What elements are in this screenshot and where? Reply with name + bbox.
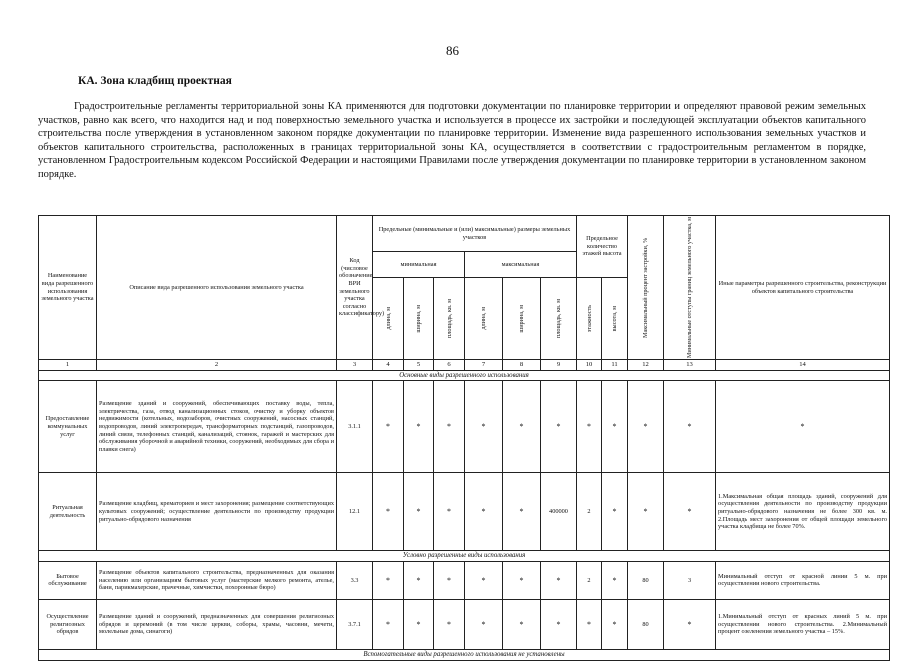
header-min-setback: Минимальные отступы границ земельного участка, м (686, 217, 694, 359)
row-value: * (664, 381, 716, 473)
row-value: * (602, 381, 628, 473)
row-value: * (602, 473, 628, 551)
column-number: 14 (716, 360, 890, 371)
row-value: * (434, 561, 465, 599)
row-value: * (465, 473, 503, 551)
header-height: высота, м (611, 306, 618, 332)
section-main-heading: Основные виды разрешенного использования (39, 370, 890, 381)
column-number: 1 (39, 360, 97, 371)
row-value: * (434, 381, 465, 473)
row-value: * (664, 599, 716, 649)
row-code: 3.1.1 (337, 381, 373, 473)
row-code: 3.7.1 (337, 599, 373, 649)
row-value: * (541, 381, 577, 473)
row-value: * (577, 381, 602, 473)
column-number: 7 (465, 360, 503, 371)
row-value: * (503, 599, 541, 649)
zone-heading: КА. Зона кладбищ проектная (78, 75, 232, 87)
table-row (39, 473, 890, 551)
row-value: * (434, 473, 465, 551)
header-floors: этажность (585, 305, 593, 333)
section-conditional-heading: Условно разрешенные виды использования (39, 551, 890, 562)
row-description: Размещение зданий и сооружений, обеспечивающих поставку воды, тепла, электричества, газа, отвод канализационных стоков, очистку и уборку объектов недвижимости (котельных, водозаборов, очистных сооружений, насосных станций, водопроводов, линий электропередач, трансформаторных подстанций, газопроводов, линий связи, телефонных станций, канализаций, стоянок, гаражей и мастерских для обслуживания уборочной и аварийной техники, сооружений, необходимых для сбора и плавки снега) (97, 381, 337, 473)
row-value: * (541, 561, 577, 599)
row-value: 80 (628, 599, 664, 649)
row-name: Осуществление религиозных обрядов (39, 599, 97, 649)
row-value: * (404, 381, 434, 473)
row-other-params: 1.Максимальная общая площадь зданий, сооружений для осуществления деятельности по производству продукции ритуально-обрядового назначения не более 300 кв. м. 2.Площадь мест захоронения от общей площади земельного участка кладбища не более 70%. (716, 473, 890, 551)
row-value: * (664, 473, 716, 551)
row-other-params: 1.Минимальный отступ от красных линий 5 м. при осуществлении нового строительства. 2.Минимальный процент озеленения земельного участка – 15%. (716, 599, 890, 649)
column-number-row (39, 360, 890, 371)
row-value: * (465, 599, 503, 649)
row-value: * (373, 561, 404, 599)
table-row (39, 599, 890, 649)
column-number: 12 (628, 360, 664, 371)
column-number: 10 (577, 360, 602, 371)
page-number: 86 (446, 43, 459, 58)
regulations-table (38, 215, 890, 661)
table-row (39, 561, 890, 599)
row-value: * (602, 599, 628, 649)
column-number: 8 (503, 360, 541, 371)
column-number: 4 (373, 360, 404, 371)
header-min-width: ширина, м (415, 304, 422, 333)
header-name: Наименование вида разрешенного использования земельного участка (39, 216, 97, 360)
column-number: 11 (602, 360, 628, 371)
header-other-params: Иные параметры разрешенного строительства, реконструкции объектов капитального строительства (716, 216, 890, 360)
row-value: * (404, 473, 434, 551)
header-max-coverage: Максимальный процент застройки, % (642, 237, 650, 338)
header-min-group: минимальная (373, 252, 465, 278)
row-value: * (404, 599, 434, 649)
row-value: * (373, 599, 404, 649)
row-description: Размещение кладбищ, крематориев и мест захоронения; размещение соответствующих культовых сооружений; осуществление деятельности по производству продукции ритуально-обрядового назначения (97, 473, 337, 551)
row-name: Ритуальная деятельность (39, 473, 97, 551)
header-sizes-group: Предельные (минимальные и (или) максимальные) размеры земельных участков (373, 216, 577, 252)
header-code: Код (числовое обозначение ВРИ земельного участка согласно классификатору) (337, 216, 373, 360)
row-description: Размещение объектов капитального строительства, предназначенных для оказания населению или организациям бытовых услуг (мастерские мелкого ремонта, ателье, бани, парикмахерские, прачечные, химчистки, похоронные бюро) (97, 561, 337, 599)
header-max-area: площадь, кв. м (555, 299, 562, 339)
row-value: 80 (628, 561, 664, 599)
row-value: * (628, 473, 664, 551)
row-value: * (373, 473, 404, 551)
row-name: Бытовое обслуживание (39, 561, 97, 599)
row-value: * (373, 381, 404, 473)
row-value: 400000 (541, 473, 577, 551)
header-max-group: максимальная (465, 252, 577, 278)
row-description: Размещение зданий и сооружений, предназначенных для совершения религиозных обрядов и церемоний (в том числе церкви, соборы, храмы, часовни, мечети, молельные дома, синагоги) (97, 599, 337, 649)
row-value: * (541, 599, 577, 649)
row-value: * (503, 381, 541, 473)
row-value: * (465, 561, 503, 599)
row-value: * (503, 473, 541, 551)
row-code: 3.3 (337, 561, 373, 599)
row-other-params: * (716, 381, 890, 473)
column-number: 6 (434, 360, 465, 371)
row-value: * (628, 381, 664, 473)
row-value: 2 (577, 561, 602, 599)
row-code: 12.1 (337, 473, 373, 551)
column-number: 9 (541, 360, 577, 371)
row-value: 3 (664, 561, 716, 599)
row-value: * (503, 561, 541, 599)
row-value: * (465, 381, 503, 473)
column-number: 5 (404, 360, 434, 371)
header-max-length: длина, м (480, 307, 487, 331)
column-number: 3 (337, 360, 373, 371)
row-other-params: Минимальный отступ от красной линии 5 м. при осуществлении нового строительства. (716, 561, 890, 599)
section-auxiliary-heading: Вспомогательные виды разрешенного использования не установлены (39, 649, 890, 660)
header-description: Описание вида разрешенного использования земельного участка (97, 216, 337, 360)
column-number: 2 (97, 360, 337, 371)
row-value: * (404, 561, 434, 599)
row-value: * (434, 599, 465, 649)
row-value: 2 (577, 473, 602, 551)
row-value: * (602, 561, 628, 599)
header-min-area: площадь, кв. м (445, 299, 453, 339)
header-min-length: длина, м (384, 307, 392, 331)
intro-paragraph: Градостроительные регламенты территориальной зоны КА применяются для подготовки документации по планировке территории и определяют правовой режим земельных участков, равно как всего, что находится над и под поверхностью земельного участка и используется в процессе их застройки и последующей эксплуатации объектов капитального строительства после утверждения в установленном законом порядке документации по планировке территории. Изменение вида разрешенного использования земельных участков и объектов капитального строительства, расположенных в границах территориальной зоны КА, осуществляется в соответствии с градостроительным регламентом в порядке, установленном Градостроительным кодексом Российской Федерации и настоящими Правилами после утверждения документации по планировке территории в установленном законом порядке. (38, 101, 866, 180)
row-name: Предоставление коммунальных услуг (39, 381, 97, 473)
table-row (39, 381, 890, 473)
header-max-width: ширина, м (518, 304, 525, 333)
header-floors-group: Предельное количество этажей высота (577, 216, 628, 278)
column-number: 13 (664, 360, 716, 371)
row-value: * (577, 599, 602, 649)
